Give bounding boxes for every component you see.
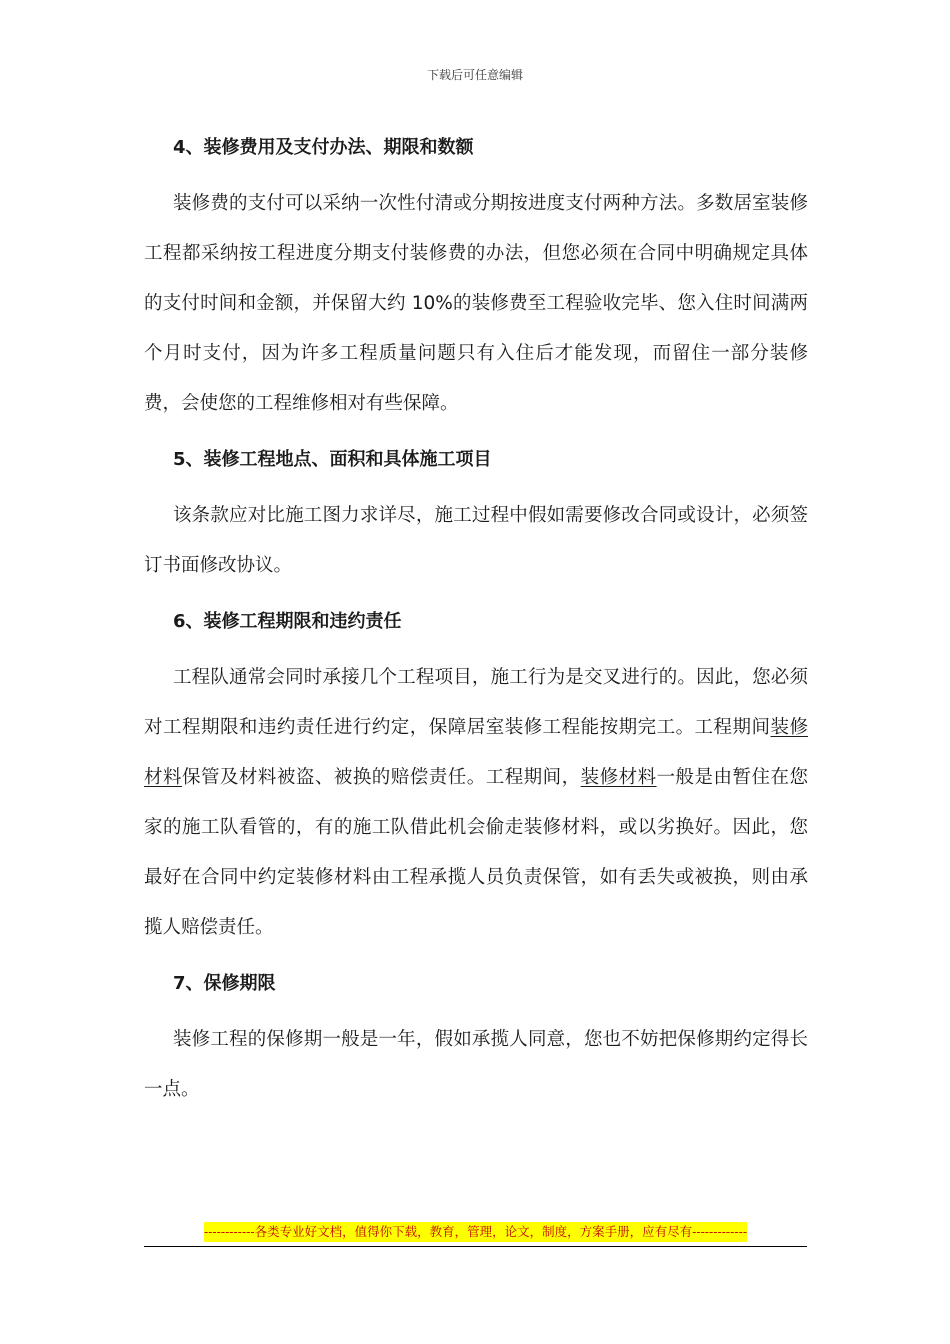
section-heading: 7、保修期限 [173, 973, 276, 994]
section-location [144, 442, 808, 591]
section-deadline [144, 604, 808, 953]
document-body [144, 130, 808, 1115]
inline-link-acceptance[interactable]: 工程验收 [546, 293, 622, 314]
footer-divider [144, 1246, 807, 1247]
section-paragraph: 该条款应对比施工图力求详尽，施工过程中假如需要修改合同或设计，必须签订书面修改协议。 [144, 505, 808, 576]
section-paragraph: 装修工程的保修期一般是一年，假如承揽人同意，您也不妨把保修期约定得长一点。 [144, 1029, 808, 1100]
paragraph-text: 工程队通常会同时承接几个工程项目，施工行为是交叉进行的。因此，您必须对工程期限和违约责任进行约定，保障居室装修工程能按期完工。工程期间 [144, 667, 808, 738]
paragraph-text: 装修费的支付可以采纳一次性付清或分期按进度支付两种方法。多数居室装修工程都采纳按工程进度分期支付装修费的办法，但您必须在合同中明确规定具体的支付时间和金额，并保留大约 10%的装修费至 [144, 193, 808, 314]
paragraph-text: 完毕、您入住时间满两个月时支付，因为许多工程质量问题只有入住后才能发现，而留住一部分装修费，会使您的工程维修相对有些保障。 [144, 293, 808, 414]
footer-banner [144, 1221, 807, 1242]
section-payment [144, 130, 808, 429]
section-paragraph [144, 179, 808, 429]
paragraph-text: 保管及材料被盗、被换的赔偿责任。工程期间， [181, 767, 581, 788]
inline-link-materials[interactable]: 装修材料 [580, 767, 657, 788]
paragraph-text: 一般是由暂住在您家的施工队看管的，有的施工队借此机会偷走装修材料，或以劣换好。因此，您最好在合同中约定装修材料由工程承揽人员负责保管，如有丢失或被换，则由承揽人赔偿责任。 [144, 767, 808, 938]
section-heading: 5、装修工程地点、面积和具体施工项目 [173, 449, 492, 470]
page-header: 下载后可任意编辑 [426, 68, 523, 82]
section-heading: 4、装修费用及支付办法、期限和数额 [173, 137, 474, 158]
section-heading: 6、装修工程期限和违约责任 [173, 611, 402, 632]
inline-link-materials[interactable]: 装修材料 [144, 717, 808, 788]
footer-text: ------------各类专业好文档，值得你下载，教育，管理，论文，制度，方案手册，应有尽有------------- [204, 1222, 747, 1242]
page-footer [144, 1221, 807, 1247]
section-warranty [144, 966, 808, 1115]
section-paragraph [144, 653, 808, 953]
